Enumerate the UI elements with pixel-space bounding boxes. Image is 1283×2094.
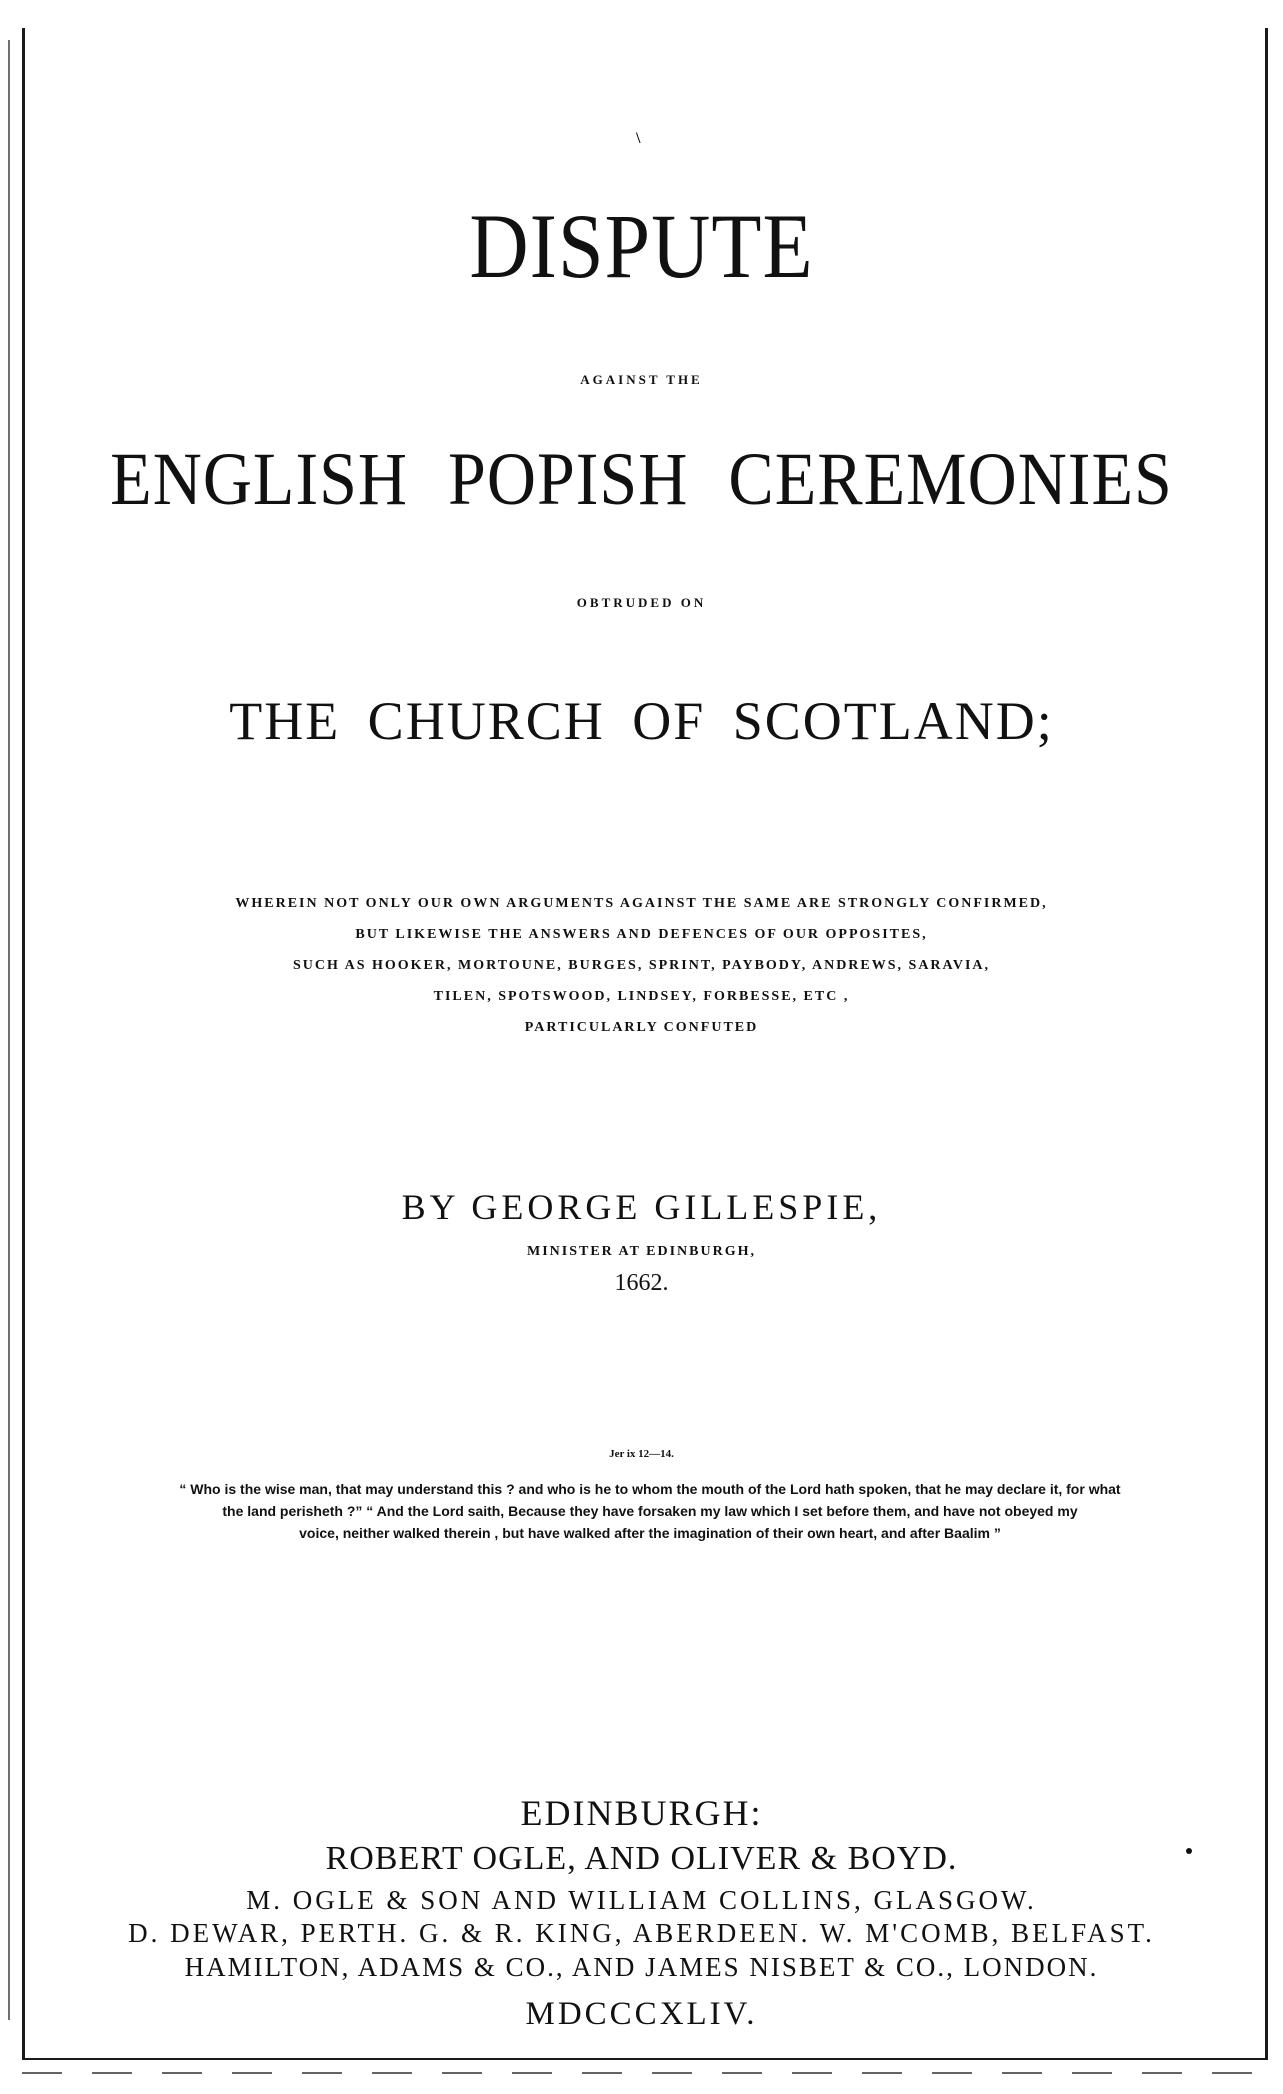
- page-border: [22, 28, 1268, 2060]
- main-title: DISPUTE: [469, 195, 814, 298]
- epigraph-line: “ Who is the wise man, that may understand this ? and who is he to whom the mouth of the Lord hath spoken, that he may declare it, for what: [179, 1481, 1121, 1497]
- subtitle-line: WHEREIN NOT ONLY OUR OWN ARGUMENTS AGAINST THE SAME ARE STRONGLY CONFIRMED,: [235, 896, 1048, 911]
- subtitle-line: BUT LIKEWISE THE ANSWERS AND DEFENCES OF OUR OPPOSITES,: [355, 927, 928, 942]
- epigraph-line: voice, neither walked therein , but have walked after the imagination of their own heart, and after Baalim ”: [299, 1525, 1001, 1541]
- subtitle-line: PARTICULARLY CONFUTED: [524, 1020, 759, 1035]
- ink-speck: [1186, 1848, 1192, 1854]
- epigraph-reference: Jer ix 12—14.: [609, 1448, 674, 1460]
- church-title: THE CHURCH OF SCOTLAND;: [229, 691, 1054, 751]
- original-year: 1662.: [614, 1270, 669, 1296]
- author-line: BY GEORGE GILLESPIE,: [401, 1187, 882, 1227]
- subtitle-description: [0, 888, 1283, 1043]
- printer-mark: \: [636, 130, 641, 147]
- epigraph-line: the land perisheth ?” “ And the Lord saith, Because they have forsaken my law which I set before them, and have not obeyed my: [222, 1503, 1078, 1519]
- publisher-london: HAMILTON, ADAMS & CO., AND JAMES NISBET & CO., LONDON.: [184, 1952, 1099, 1982]
- author-role: MINISTER AT EDINBURGH,: [526, 1244, 757, 1259]
- scan-edge-bottom: [22, 2072, 1252, 2074]
- subtitle-line: TILEN, SPOTSWOOD, LINDSEY, FORBESSE, ETC ,: [433, 989, 850, 1004]
- obtruded-line: OBTRUDED ON: [576, 595, 707, 610]
- imprint-city: EDINBURGH:: [520, 1793, 763, 1833]
- epigraph: [60, 1478, 1240, 1544]
- publisher-glasgow: M. OGLE & SON AND WILLIAM COLLINS, GLASGOW.: [246, 1885, 1037, 1915]
- publisher-regional: D. DEWAR, PERTH. G. & R. KING, ABERDEEN. W. M'COMB, BELFAST.: [128, 1918, 1155, 1948]
- subtitle-line: SUCH AS HOOKER, MORTOUNE, BURGES, SPRINT, PAYBODY, ANDREWS, SARAVIA,: [292, 958, 991, 973]
- imprint-year: MDCCCXLIV.: [525, 1996, 758, 2032]
- publisher-main: ROBERT OGLE, AND OLIVER & BOYD.: [325, 1840, 958, 1877]
- against-line: AGAINST THE: [580, 372, 703, 387]
- ceremonies-title: ENGLISH POPISH CEREMONIES: [110, 437, 1173, 521]
